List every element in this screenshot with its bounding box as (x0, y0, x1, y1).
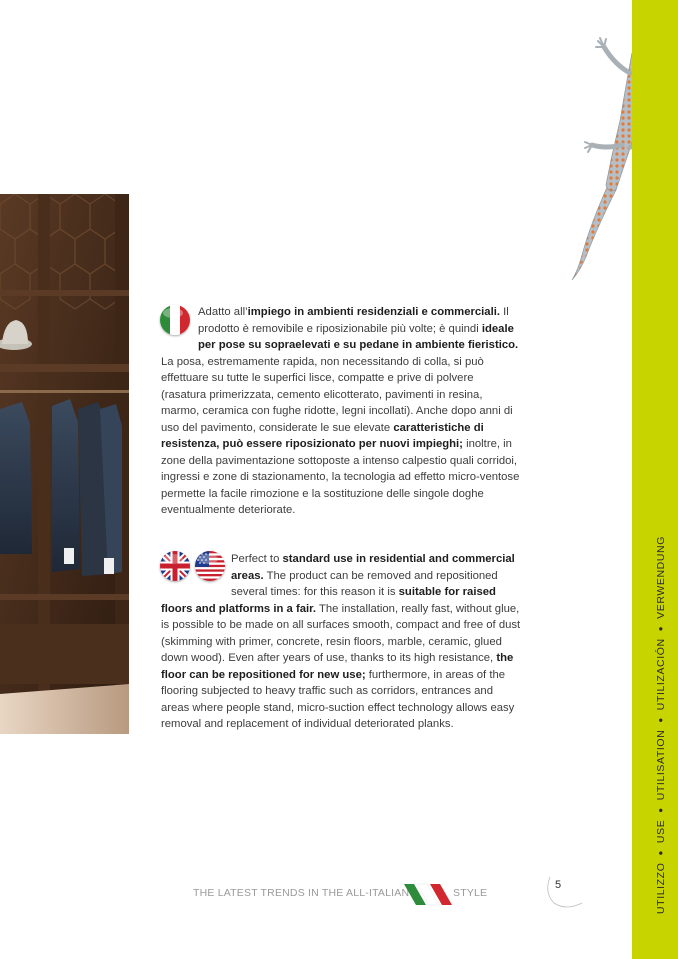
footer-tagline-left: THE LATEST TRENDS IN THE ALL-ITALIAN (193, 887, 410, 899)
side-bar-item-utilizzo: UTILIZZO (655, 862, 667, 914)
usa-flag-icon (195, 551, 225, 581)
it-bold-3: caratteristiche di resistenza, può essere riposizionato per nuovi impieghi; (161, 421, 484, 450)
footer-tagline-right: STYLE (453, 887, 488, 899)
en-text-3: The installation, really fast, without glue, is possible to be made on all surfaces smooth, compact and free of dust (skimming with primer, concrete, resin floors, marble, ceramic, glued down wood). Even after years of use, thanks to its high resistance, (161, 602, 521, 664)
it-bold-1: impiego in ambienti residenziali e commerciali. (247, 306, 501, 318)
side-bar-languages (655, 534, 667, 914)
separator-dot: ● (656, 807, 665, 813)
side-bar-item-utilisation: UTILISATION (655, 729, 667, 801)
page-number-badge (546, 873, 584, 909)
it-text-4: inoltre, in zone della pavimentazione sottoposte a intenso calpestio quali corridoi, ingressi e zone di stazionamento, la tecnologia ad effetto micro-ventose permette la facile rimozione e la sostituzione delle singole doghe eventualmente deteriorate. (161, 438, 520, 516)
it-text-2: Il prodotto è removibile e riposizionabile più volte; è quindi (198, 306, 509, 335)
it-bold-2: ideale per pose su sopraelevati e su pedane in ambiente fieristico. (198, 322, 519, 351)
separator-dot: ● (656, 717, 665, 723)
en-text-4: furthermore, in areas of the flooring subjected to heavy traffic such as corridors, entrances and areas where people stand, micro-suction effect technology allows easy removal and replacement of individual deteriorated planks. (161, 668, 515, 730)
en-bold-2: suitable for raised floors and platforms in a fair. (161, 586, 496, 615)
italy-flag-icon (160, 305, 190, 335)
wardrobe-photo (0, 194, 129, 734)
en-bold-1: standard use in residential and commercial areas. (231, 553, 515, 582)
it-text-1: Adatto all’ (198, 306, 248, 318)
italian-paragraph (161, 304, 521, 519)
side-bar-item-verwendung: VERWENDUNG (655, 536, 667, 619)
italian-ribbon-icon (404, 881, 456, 907)
separator-dot: ● (656, 625, 665, 632)
en-text-2: The product can be removed and repositioned several times: for this reason it is (231, 569, 498, 598)
it-text-3: La posa, estremamente rapida, non necessitando di colla, si può effettuare su tutte le superfici lisce, compatte e prive di polvere (rasatura primerizzata, cemento elicotterato, pavimenti in resina, marmo, ceramica con fughe ridotte, legni incollati). Anche dopo anni di uso del pavimento, considerate le sue elevate (161, 355, 513, 434)
side-bar (632, 0, 678, 959)
separator-dot: ● (656, 850, 665, 856)
uk-flag-icon (160, 551, 190, 581)
page-number: 5 (554, 879, 562, 891)
en-text-1: Perfect to (231, 553, 283, 565)
side-bar-item-use: USE (655, 819, 667, 844)
side-bar-item-utilizacion: UTILIZACIÓN (655, 638, 667, 711)
en-bold-3: the floor can be repositioned for new use; (161, 652, 514, 681)
